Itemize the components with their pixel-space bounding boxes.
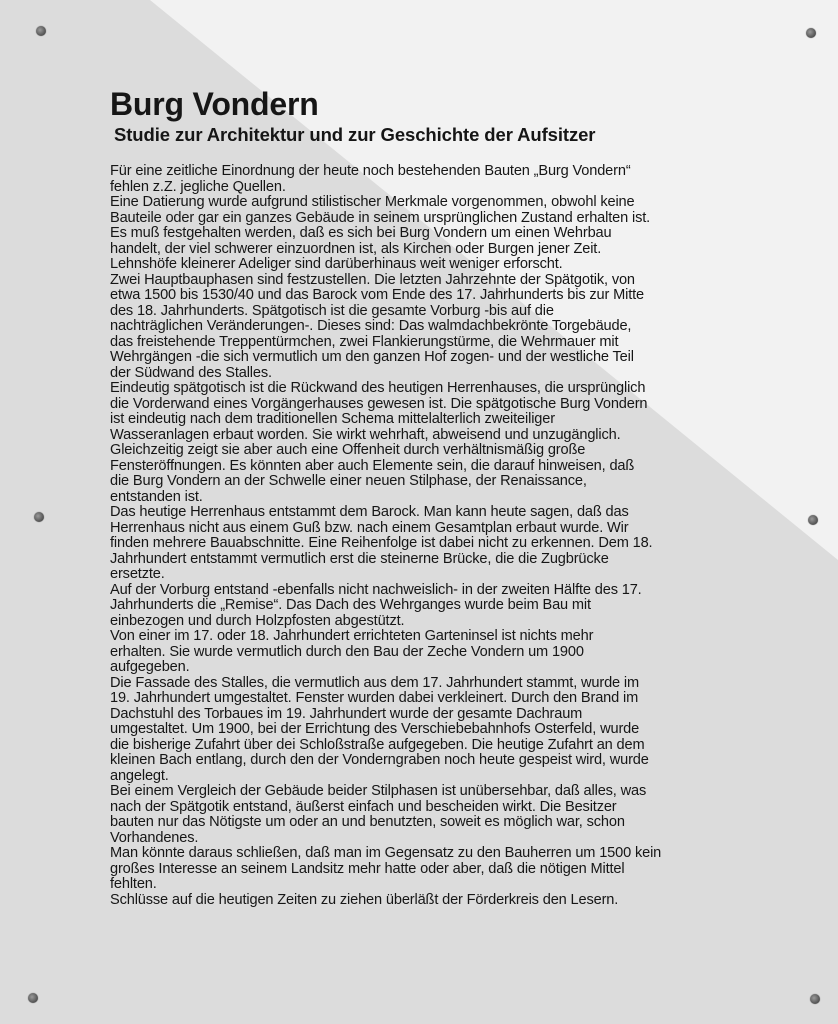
text-line: Schlüsse auf die heutigen Zeiten zu ziehen überläßt der Förderkreis den Lesern.: [110, 891, 619, 908]
text-line: Dachstuhl des Torbaues im 19. Jahrhundert wurde der gesamte Dachraum: [110, 705, 583, 722]
sign-body-text: [110, 164, 750, 908]
text-line: aufgegeben.: [110, 659, 190, 675]
text-line: Es muß festgehalten werden, daß es sich bei Burg Vondern um einen Wehrbau: [110, 225, 612, 241]
text-line: großes Interesse an seinem Landsitz mehr hatte oder aber, daß die nötigen Mittel: [110, 860, 625, 877]
text-line: angelegt.: [110, 767, 169, 784]
text-line: die bisherige Zufahrt über dei Schloßstraße aufgegeben. Die heutige Zufahrt an dem: [110, 736, 645, 753]
text-line: Zwei Hauptbauphasen sind festzustellen. Die letzten Jahrzehnte der Spätgotik, von: [110, 271, 635, 288]
text-line: Herrenhaus nicht aus einem Guß bzw. nach einem Gesamtplan erbaut wurde. Wir: [110, 519, 629, 536]
screw-top-left: [36, 26, 46, 36]
text-line: Fensteröffnungen. Es könnten aber auch Elemente sein, die darauf hinweisen, daß: [110, 457, 635, 474]
text-line: die Vorderwand eines Vorgängerhauses gewesen ist. Die spätgotische Burg Vondern: [110, 395, 648, 412]
text-line: Für eine zeitliche Einordnung der heute noch bestehenden Bauten „Burg Vondern“: [110, 163, 631, 179]
text-line: Von einer im 17. oder 18. Jahrhundert errichteten Garteninsel ist nichts mehr: [110, 628, 594, 644]
text-line: Vorhandenes.: [110, 829, 199, 846]
text-line: die Burg Vondern an der Schwelle einer neuen Stilphase, der Renaissance,: [110, 473, 587, 489]
text-line: etwa 1500 bis 1530/40 und das Barock vom Ende des 17. Jahrhunderts bis zur Mitte: [110, 287, 644, 303]
text-line: Wehrgängen -die sich vermutlich um den ganzen Hof zogen- und der westliche Teil: [110, 349, 634, 365]
screw-bottom-right: [810, 994, 820, 1004]
text-line: der Südwand des Stalles.: [110, 364, 272, 381]
screw-top-right: [806, 28, 816, 38]
sign-title: Burg Vondern: [110, 86, 319, 122]
text-line: ersetzte.: [110, 566, 165, 582]
text-line: handelt, der viel schwerer einzuordnen ist, als Kirchen oder Burgen jener Zeit.: [110, 240, 602, 257]
text-line: Auf der Vorburg entstand -ebenfalls nicht nachweislich- in der zweiten Hälfte des 17.: [110, 581, 642, 598]
text-line: des 18. Jahrhunderts. Spätgotisch ist die gesamte Vorburg -bis auf die: [110, 302, 554, 319]
text-line: Das heutige Herrenhaus entstammt dem Barock. Man kann heute sagen, daß das: [110, 504, 629, 520]
screw-middle-left: [34, 512, 44, 522]
text-line: ist eindeutig nach dem traditionellen Schema mittelalterlich zweiteiliger: [110, 411, 555, 427]
text-line: Man könnte daraus schließen, daß man im Gegensatz zu den Bauherren um 1500 kein: [110, 845, 662, 861]
text-line: das freistehende Treppentürmchen, zwei Flankierungstürme, die Wehrmauer mit: [110, 333, 619, 350]
screw-bottom-left: [28, 993, 38, 1003]
text-line: Bei einem Vergleich der Gebäude beider Stilphasen ist unübersehbar, daß alles, was: [110, 783, 647, 799]
screw-middle-right: [808, 515, 818, 525]
text-line: Bauteile oder gar ein ganzes Gebäude in seinem ursprünglichen Zustand erhalten ist.: [110, 209, 651, 226]
text-line: Wasseranlagen erbaut worden. Sie wirkt wehrhaft, abweisend und unzugänglich.: [110, 426, 621, 443]
text-line: finden mehrere Bauabschnitte. Eine Reihenfolge ist dabei nicht zu erkennen. Dem 18.: [110, 535, 653, 551]
text-line: kleinen Bach entlang, durch den der Vonderngraben noch heute gespeist wird, wurde: [110, 752, 649, 768]
text-line: Eindeutig spätgotisch ist die Rückwand des heutigen Herrenhauses, die ursprünglich: [110, 380, 646, 396]
text-line: bauten nur das Nötigste um oder an und benutzten, soweit es möglich war, schon: [110, 814, 625, 830]
text-line: 19. Jahrhundert umgestaltet. Fenster wurden dabei verkleinert. Durch den Brand im: [110, 690, 639, 706]
text-line: einbezogen und durch Holzpfosten abgestützt.: [110, 612, 405, 629]
text-line: fehlen z.Z. jegliche Quellen.: [110, 178, 286, 195]
sign-subtitle: Studie zur Architektur und zur Geschichte der Aufsitzer: [114, 124, 596, 145]
text-line: umgestaltet. Um 1900, bei der Errichtung des Verschiebebahnhofs Osterfeld, wurde: [110, 721, 640, 737]
text-line: erhalten. Sie wurde vermutlich durch den Bau der Zeche Vondern um 1900: [110, 643, 584, 660]
text-line: Lehnshöfe kleinerer Adeliger sind darüberhinaus weit weniger erforscht.: [110, 256, 563, 272]
text-line: nach der Spätgotik entstand, äußerst einfach und bescheiden wirkt. Die Besitzer: [110, 798, 617, 815]
text-line: Eine Datierung wurde aufgrund stilistischer Merkmale vorgenommen, obwohl keine: [110, 194, 635, 210]
sign-content: [110, 86, 750, 908]
text-line: nachträglichen Veränderungen-. Dieses sind: Das walmdachbekrönte Torgebäude,: [110, 318, 632, 334]
text-line: Die Fassade des Stalles, die vermutlich aus dem 17. Jahrhundert stammt, wurde im: [110, 674, 640, 691]
text-line: fehlten.: [110, 876, 157, 892]
text-line: Jahrhundert entstammt vermutlich erst die steinerne Brücke, die die Zugbrücke: [110, 550, 609, 567]
text-line: Jahrhunderts die „Remise“. Das Dach des Wehrganges wurde beim Bau mit: [110, 597, 591, 613]
text-line: Gleichzeitig zeigt sie aber auch eine Offenheit durch verhältnismäßig große: [110, 442, 586, 458]
text-line: entstanden ist.: [110, 488, 203, 505]
